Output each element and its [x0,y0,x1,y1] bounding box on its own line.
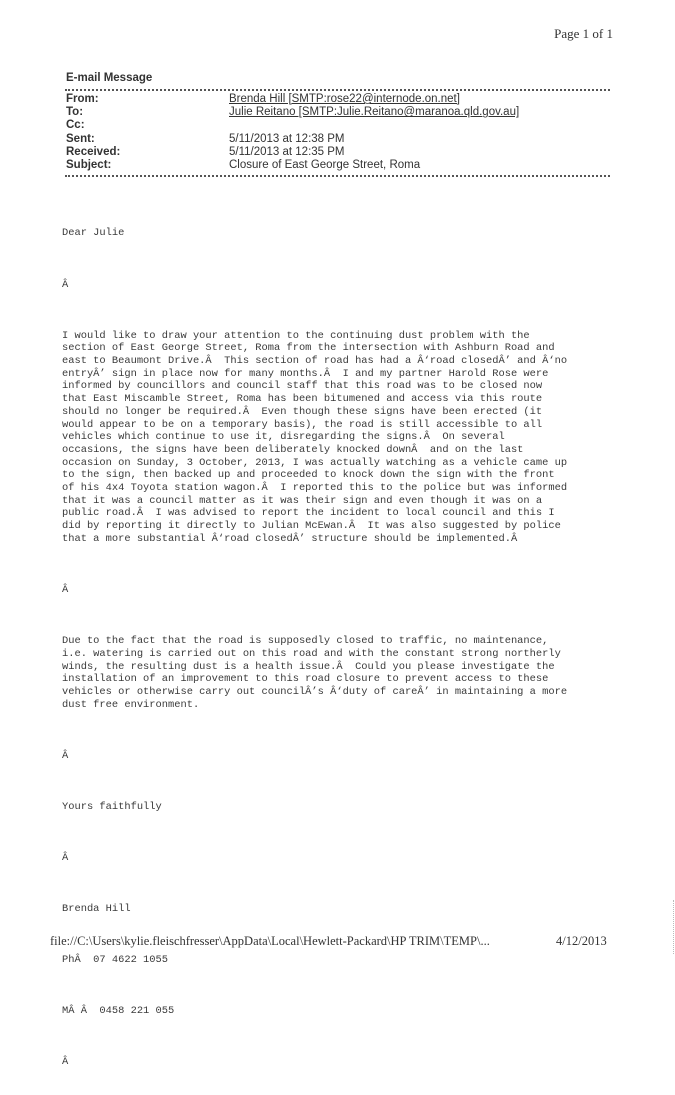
from-link[interactable]: Brenda Hill [SMTP:rose22@internode.on.net] [229,93,460,105]
email-body [62,202,632,1095]
header-label: Subject: [66,158,112,171]
header-label: Received: [66,145,121,158]
signature-mobile: MÂ Â 0458 221 055 [62,1005,175,1018]
blank-line: Â [62,851,69,864]
blank-line: Â [62,1056,69,1069]
header-label: From: [66,93,99,105]
received-value: 5/11/2013 at 12:35 PM [229,145,345,158]
greeting: Dear Julie [62,227,125,240]
footer-file-path: file://C:\Users\kylie.fleischfresser\AppData\Local\Hewlett-Packard\HP TRIM\TEMP\... [50,934,490,948]
signature-name: Brenda Hill [62,903,131,916]
scan-edge [673,900,674,954]
blank-line: Â [62,749,69,762]
email-headers [66,93,519,172]
paragraph-dust-problem: I would like to draw your attention to the continuing dust problem with the section of East George Street, Roma from the intersection with Ashburn Road and east to Beaumont Drive.Â This section of road has had a Â‘road closedÂ’ and Â‘no entryÂ’ sign in place now for many months.Â I and my partner Harold Rose were informed by councillors and council staff that this road was to be closed now that East Miscamble Street, Roma has been bitumened and access via this route should no longer be required.Â Even though these signs have been erected (it would appear to be on a temporary basis), the road is still accessible to all vehicles which continue to use it, disregarding the signs.Â On several occasions, the signs have been deliberately knocked downÂ and on the last occasion on Sunday, 3 October, 2013, I was actually watching as a vehicle came up to the sign, then backed up and proceeded to knock down the sign with the front of his 4x4 Toyota station wagon.Â I reported this to the police but was informed that it was a council matter as it was their sign and even though it was on a public road.Â I was advised to report the incident to local council and this I did by reporting it directly to Julian McEwan.Â It was also suggested by police that a more substantial Â‘road closedÂ’ structure should be implemented.Â [62,329,568,545]
header-row-from [66,93,519,106]
header-label: Sent: [66,132,95,145]
paragraph-request: Due to the fact that the road is supposedly closed to traffic, no maintenance, i.e. watering is carried out on this road and with the constant strong northerly winds, the resulting dust is a health issue.Â Could you please investigate the installation of an improvement to this road closure to prevent access to these vehicles or otherwise carry out councilÂ’s Â‘duty of careÂ’ in maintaining a more dust free environment. [62,635,568,711]
header-row-sent [66,133,519,146]
header-separator-top [65,89,610,91]
to-link[interactable]: Julie Reitano [SMTP:Julie.Reitano@maranoa.qld.gov.au] [229,106,520,119]
closing: Yours faithfully [62,800,162,813]
header-row-subject [66,159,519,172]
sent-value: 5/11/2013 at 12:38 PM [229,132,345,145]
header-row-cc [66,119,519,132]
header-label: To: [66,106,84,119]
footer-date: 4/12/2013 [556,934,607,948]
header-label: Cc: [66,119,85,132]
header-row-received [66,146,519,159]
signature-phone: PhÂ 07 4622 1055 [62,954,169,967]
header-row-to [66,106,519,119]
document-title: E-mail Message [66,72,153,84]
header-separator-bottom [65,175,610,177]
blank-line: Â [62,583,69,596]
page-number: Page 1 of 1 [554,26,613,41]
blank-line: Â [62,278,69,291]
subject-value: Closure of East George Street, Roma [229,158,421,171]
